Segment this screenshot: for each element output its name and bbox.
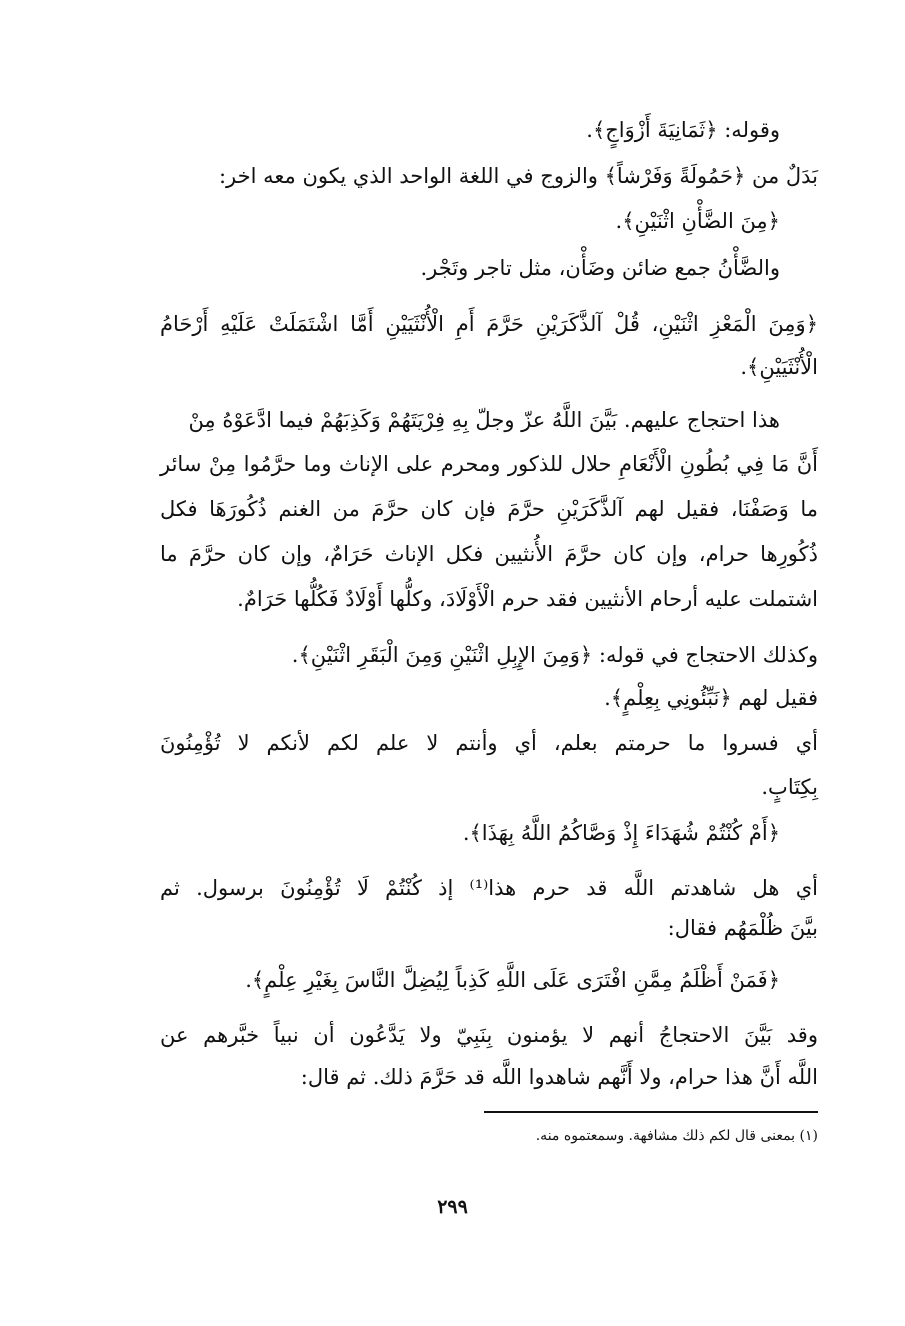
page-number: ٢٩٩ — [437, 1196, 468, 1218]
quran-verse-line: ﴿أَمْ كُنْتُمْ شُهَدَاءَ إِذْ وَصَّاكُمُ اللَّهُ بِهَذَا﴾. — [462, 821, 780, 845]
text-line: أَنَّ مَا فِي بُطُونِ الْأَنْعَامِ حلال للذكور ومحرم على الإناث وما حرَّمُوا مِنْ سائر — [160, 452, 818, 476]
text-line: بَدَلٌ من ﴿حَمُولَةً وَفَرْشاً﴾ والزوج في اللغة الواحد الذي يكون معه اخر: — [218, 164, 818, 188]
text-line: أي فسروا ما حرمتم بعلم، أي وأنتم لا علم لكم لأنكم لا تُؤْمِنُونَ — [160, 731, 818, 755]
quran-verse-line: الْأُنْثَيَيْنِ﴾. — [740, 355, 818, 379]
text-line: وكذلك الاحتجاج في قوله: ﴿وَمِنَ الإِبِلِ اثْنَيْنِ وَمِنَ الْبَقَرِ اثْنَيْنِ﴾. — [291, 643, 818, 667]
text-line: أي هل شاهدتم اللَّه قد حرم هذا⁽¹⁾ إذ كُنْتُمْ لَا تُؤْمِنُونَ برسول. ثم — [160, 876, 818, 900]
quran-verse-line: ﴿فَمَنْ أَظْلَمُ مِمَّنِ افْتَرَى عَلَى اللَّهِ كَذِباً لِيُضِلَّ النَّاسَ بِغَيْرِ عِلْمٍ﴾. — [245, 968, 780, 992]
quran-verse-line: ﴿مِنَ الضَّأْنِ اثْنَيْنِ﴾. — [615, 209, 780, 233]
text-line: وقد بَيَّنَ الاحتجاجُ أنهم لا يؤمنون بِنَبِيّ ولا يَدَّعُون أن نبياً خبَّرهم عن — [160, 1023, 818, 1047]
text-line: اللَّه أَنَّ هذا حرام، ولا أَنَّهم شاهدوا اللَّه قد حَرَّمَ ذلك. ثم قال: — [300, 1065, 818, 1089]
text-line: بيَّنَ ظُلْمَهُم فقال: — [667, 916, 818, 940]
text-line: ما وَصَفْنَا، فقيل لهم آلذَّكَرَيْنِ حرَّمَ فإن كان حرَّمَ من الغنم ذُكُورَهَا فكل — [160, 497, 818, 521]
text-line: ذُكُورِها حرام، وإن كان حرَّمَ الأُنثيين فكل الإناث حَرَامٌ، وإن كان حرَّمَ ما — [160, 542, 818, 566]
footnote-divider — [484, 1111, 818, 1113]
quran-verse-line: ﴿وَمِنَ الْمَعْزِ اثْنَيْنِ، قُلْ آلذَّكَرَيْنِ حَرَّمَ أَمِ الْأُنْثَيَيْنِ أَمَّا اشْتَمَلَتْ عَلَيْهِ أَرْحَامُ — [160, 312, 818, 336]
footnote: (١) بمعنى قال لكم ذلك مشافهة. وسمعتموه منه. — [535, 1128, 818, 1144]
text-line: فقيل لهم ﴿نَبِّئُونِي بِعِلْمٍ﴾. — [604, 686, 818, 710]
text-line: وقوله: ﴿ثَمَانِيَةَ أَزْوَاجٍ﴾. — [586, 118, 780, 142]
text-line: هذا احتجاج عليهم. بَيَّنَ اللَّهُ عزّ وجلّ بِهِ فِرْيَتَهُمْ وَكَذِبَهُمْ فيما ادَّعَوْهُ مِنْ — [188, 408, 780, 432]
text-line: بِكِتَابٍ. — [761, 775, 818, 799]
text-line: والضَّأْنُ جمع ضائن وضَأْن، مثل تاجر وتَجْر. — [420, 256, 780, 280]
text-line: اشتملت عليه أرحام الأنثيين فقد حرم الْأَوْلَادَ، وكلُّها أَوْلَادٌ فَكُلُّها حَرَامٌ. — [237, 587, 818, 611]
